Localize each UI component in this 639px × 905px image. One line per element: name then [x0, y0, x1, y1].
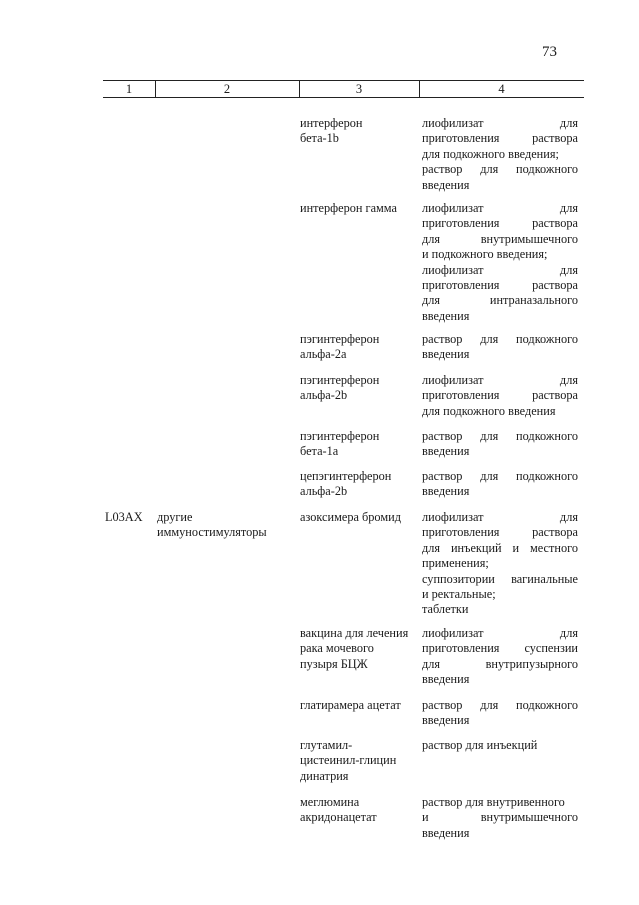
text-line: приготовления раствора [422, 278, 578, 293]
text-line: и подкожного введения; [422, 247, 548, 262]
drug-name [300, 698, 418, 713]
text-line: интерферон гамма [300, 201, 397, 215]
text-line: пэгинтерферон [300, 332, 380, 346]
atc-group-name [157, 510, 297, 541]
text-line: таблетки [422, 602, 469, 617]
text-line: иммуностимуляторы [157, 525, 267, 540]
text-line: цепэгинтерферон [300, 469, 392, 483]
text-line: раствор для подкожного [422, 162, 578, 177]
text-line: лиофилизат для [422, 373, 578, 387]
text-line: для инъекций и местного [422, 540, 578, 555]
table-header-row [103, 80, 584, 98]
text-line: для интраназального [422, 293, 578, 308]
text-line: бета-1а [300, 444, 339, 459]
text-line: для внутримышечного [422, 231, 578, 246]
text-line: введения [422, 713, 470, 728]
atc-code: L03AX [105, 510, 143, 524]
drug-name [300, 332, 418, 363]
header-col-2: 2 [223, 82, 231, 96]
drug-name [300, 116, 418, 147]
text-line: введения [422, 484, 470, 499]
header-col-4: 4 [498, 82, 505, 96]
text-line: альфа-2b [300, 484, 348, 499]
text-line: пэгинтерферон [300, 429, 380, 443]
text-line: азоксимера бромид [300, 510, 401, 524]
text-line: для внутрипузырного [422, 656, 578, 671]
text-line: приготовления суспензии [422, 641, 578, 656]
text-line: лиофилизат для [422, 510, 578, 524]
drug-name [300, 510, 418, 525]
text-line: лиофилизат для [422, 262, 578, 277]
text-line: введения [422, 177, 470, 192]
text-line: для подкожного введения [422, 403, 556, 418]
text-line: и внутримышечного [422, 810, 578, 825]
text-line: пэгинтерферон [300, 373, 380, 387]
text-line: пузыря БЦЖ [300, 656, 368, 671]
drug-name [300, 201, 418, 216]
dosage-form [422, 116, 578, 193]
text-line: бета-1b [300, 131, 339, 146]
text-line: введения [422, 444, 470, 459]
text-line: интерферон [300, 116, 363, 130]
text-line: другие [157, 510, 193, 524]
drug-name [300, 626, 418, 672]
drug-name [300, 373, 418, 404]
text-line: раствор для внутривенного [422, 795, 565, 809]
text-line: акридонацетат [300, 810, 377, 825]
text-line: приготовления раствора [422, 525, 578, 540]
text-line: динатрия [300, 768, 349, 783]
drug-name [300, 469, 418, 500]
text-line: суппозитории вагинальные [422, 571, 578, 586]
text-line: раствор для инъекций [422, 738, 538, 752]
text-line: альфа-2b [300, 388, 348, 403]
header-col-1: 1 [125, 82, 133, 96]
text-line: альфа-2а [300, 347, 347, 362]
text-line: введения [422, 825, 470, 840]
text-line: раствор для подкожного [422, 429, 578, 443]
dosage-form [422, 698, 578, 729]
text-line: введения [422, 347, 470, 362]
text-line: глатирамера ацетат [300, 698, 401, 712]
text-line: глутамил- [300, 738, 353, 752]
text-line: для подкожного введения; [422, 146, 559, 161]
text-line: раствор для подкожного [422, 469, 578, 483]
dosage-form [422, 332, 578, 363]
text-line: приготовления раствора [422, 388, 578, 403]
text-line: рака мочевого [300, 641, 374, 656]
text-line: введения [422, 672, 470, 687]
text-line: меглюмина [300, 795, 360, 809]
dosage-form [422, 738, 578, 753]
dosage-form [422, 201, 578, 324]
text-line: раствор для подкожного [422, 332, 578, 346]
dosage-form [422, 510, 578, 618]
text-line: цистеинил-глицин [300, 753, 397, 768]
text-line: приготовления раствора [422, 216, 578, 231]
drug-name [300, 795, 418, 826]
dosage-form [422, 626, 578, 688]
dosage-form [422, 373, 578, 419]
drug-name [300, 738, 418, 784]
text-line: приготовления раствора [422, 131, 578, 146]
dosage-form [422, 469, 578, 500]
text-line: и ректальные; [422, 587, 496, 602]
text-line: раствор для подкожного [422, 698, 578, 712]
text-line: введения [422, 308, 470, 323]
page-number: 73 [542, 44, 557, 60]
text-line: лиофилизат для [422, 116, 578, 130]
dosage-form [422, 795, 578, 841]
header-col-3: 3 [355, 82, 363, 96]
text-line: лиофилизат для [422, 626, 578, 640]
text-line: лиофилизат для [422, 201, 578, 215]
drug-name [300, 429, 418, 460]
dosage-form [422, 429, 578, 460]
text-line: применения; [422, 556, 489, 571]
text-line: вакцина для лечения [300, 626, 409, 640]
